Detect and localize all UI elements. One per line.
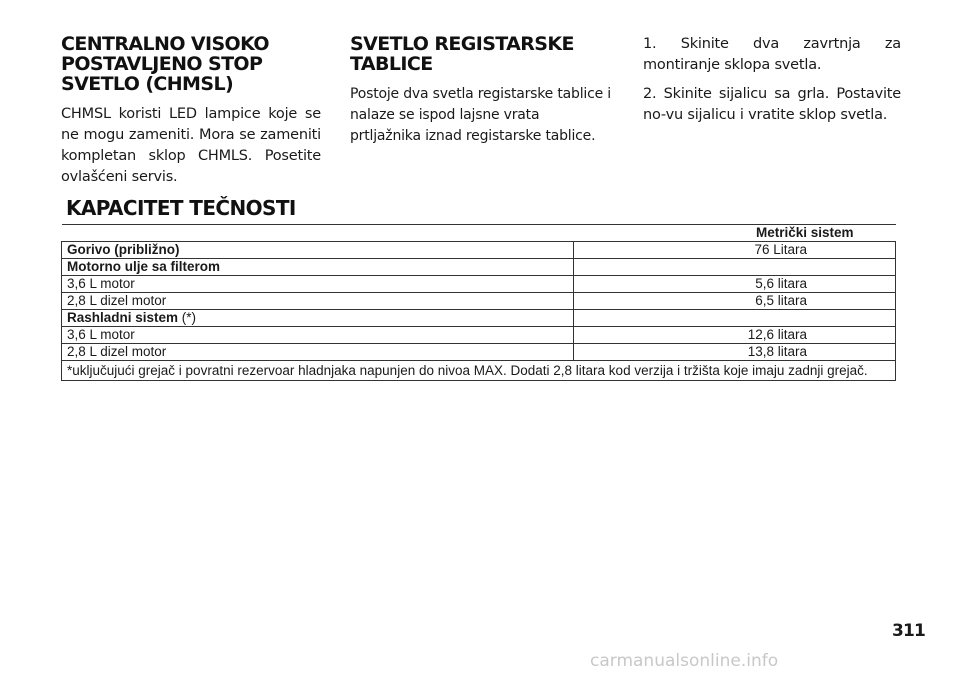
table-note: *uključujući grejač i povratni rezervoar hladnjaka napunjen do nivoa MAX. Dodati 2,8 litara kod verzija i tržišta koje imaju zadnji grejač. bbox=[62, 361, 896, 381]
row-label bbox=[62, 293, 574, 310]
row-label bbox=[62, 276, 574, 293]
row-label-text: Motorno ulje sa filterom bbox=[67, 259, 221, 274]
license-light-heading-line-2: TABLICE bbox=[350, 53, 433, 75]
row-value bbox=[574, 259, 896, 276]
chmsl-heading-line-3: SVETLO (CHMSL) bbox=[61, 73, 234, 95]
row-label bbox=[62, 327, 574, 344]
fluid-capacity-table bbox=[61, 224, 896, 381]
page-number: 311 bbox=[892, 621, 926, 641]
row-label bbox=[62, 259, 574, 276]
table-row bbox=[62, 293, 896, 310]
table-row bbox=[62, 242, 896, 259]
chmsl-heading-line-2: POSTAVLJENO STOP bbox=[61, 53, 263, 75]
row-value: 12,6 litara bbox=[574, 327, 896, 344]
row-label-text: 2,8 L dizel motor bbox=[67, 293, 167, 308]
row-label-suffix: (*) bbox=[178, 310, 197, 325]
table-header-row bbox=[62, 225, 896, 242]
row-label-text: 3,6 L motor bbox=[67, 276, 135, 291]
license-light-text: Postoje dva svetla registarske tablice i nalaze se ispod lajsne vrata prtljažnika iznad registarske tablice. bbox=[350, 86, 611, 144]
watermark: carmanualsonline.info bbox=[590, 651, 779, 671]
step-1: 1. Skinite dva zavrtnja za montiranje sklopa svetla. bbox=[643, 36, 901, 73]
chmsl-heading-line-1: CENTRALNO VISOKO bbox=[61, 33, 269, 55]
row-label-text: 2,8 L dizel motor bbox=[67, 344, 167, 359]
table-row bbox=[62, 276, 896, 293]
license-light-heading-line-1: SVETLO REGISTARSKE bbox=[350, 33, 574, 55]
license-light-heading bbox=[350, 34, 612, 74]
row-value: 76 Litara bbox=[574, 242, 896, 259]
row-value bbox=[574, 310, 896, 327]
row-label-text: Rashladni sistem bbox=[67, 310, 179, 325]
step-2: 2. Skinite sijalicu sa grla. Postavite no-vu sijalicu i vratite sklop svetla. bbox=[643, 86, 901, 123]
table-row bbox=[62, 310, 896, 327]
replacement-steps bbox=[643, 34, 901, 126]
chmsl-heading bbox=[61, 34, 321, 94]
row-label-text: 3,6 L motor bbox=[67, 327, 135, 342]
row-label bbox=[62, 242, 574, 259]
row-value: 5,6 litara bbox=[574, 276, 896, 293]
chmsl-section bbox=[61, 34, 321, 188]
table-row bbox=[62, 344, 896, 361]
fluid-capacity-title: KAPACITET TEČNOSTI bbox=[66, 196, 296, 220]
table-row bbox=[62, 259, 896, 276]
row-label bbox=[62, 344, 574, 361]
table-note-row bbox=[62, 361, 896, 381]
license-light-section bbox=[350, 34, 612, 147]
table-row bbox=[62, 327, 896, 344]
table-header-blank bbox=[62, 225, 574, 242]
table-header-metric: Metrički sistem bbox=[574, 225, 896, 242]
chmsl-text: CHMSL koristi LED lampice koje se ne mogu zameniti. Mora se zameniti kompletan sklop CHMLS. Posetite ovlašćeni servis. bbox=[61, 106, 321, 185]
row-label-text: Gorivo (približno) bbox=[67, 242, 180, 257]
row-label bbox=[62, 310, 574, 327]
row-value: 13,8 litara bbox=[574, 344, 896, 361]
row-value: 6,5 litara bbox=[574, 293, 896, 310]
